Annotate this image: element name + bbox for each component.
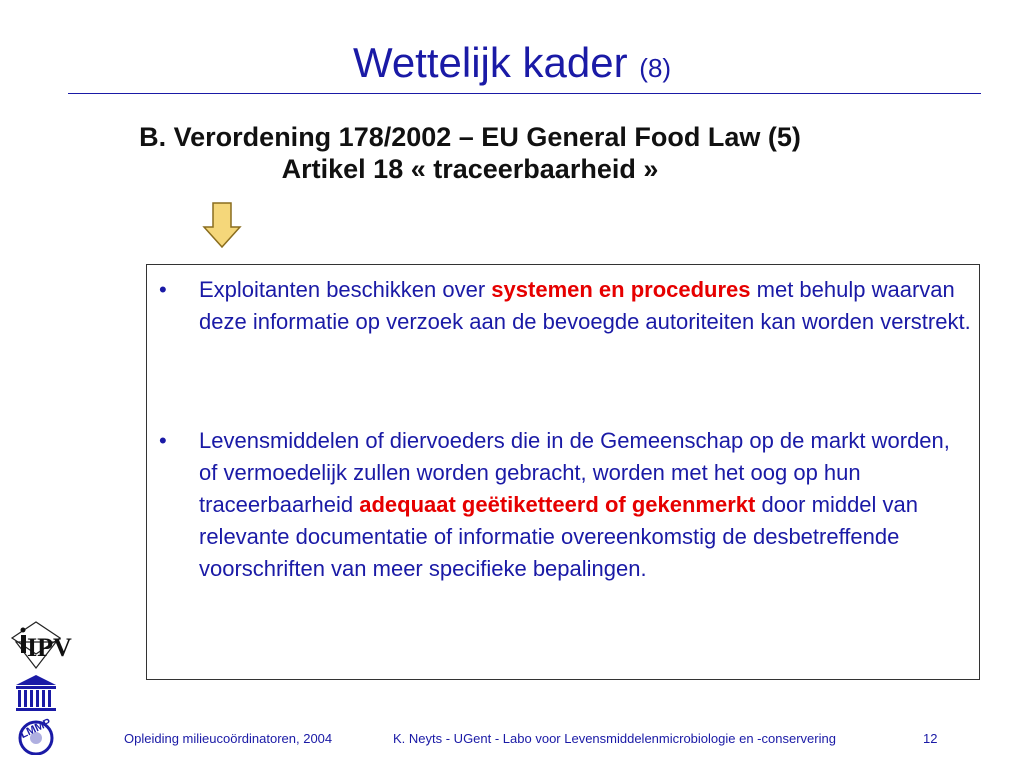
institution-logos [8,620,74,755]
bullet-text-after: door middel van relevante documentatie of informatie overeenkomstig de desbetreffende voorschriften van meer specifieke bepalingen. [199,492,919,581]
bullet-highlight: systemen en procedures [491,277,751,302]
bullet-text-before: Levensmiddelen of diervoeders die in de Gemeenschap op de markt worden, of vermoedelijk zullen worden gebracht, worden met het oog op hun traceerbaarheid [199,428,950,517]
subtitle-line-1: B. Verordening 178/2002 – EU General Food Law (5) [139,122,801,152]
bullet-text [199,274,974,338]
subtitle [0,121,940,185]
bullet-text [199,425,974,585]
bullet-text-before: Exploitanten beschikken over [199,277,492,302]
footer-author: K. Neyts - UGent - Labo voor Levensmiddelenmicrobiologie en -conservering [393,731,836,746]
lmmp-logo-text: LMMP [18,716,54,742]
ipv-logo [12,622,72,668]
bullet-dot: • [159,428,167,453]
slide-title [0,38,1024,93]
page-number: 12 [923,731,938,746]
ipv-logo-text: IPV [27,633,72,662]
subtitle-line-2: Artikel 18 « traceerbaarheid » [281,154,659,184]
bullet-text-after: met behulp waarvan deze informatie op verzoek aan de bevoegde autoriteiten kan worden verstrekt. [199,277,971,334]
footer-course: Opleiding milieucoördinatoren, 2004 [124,731,333,746]
title-text: Wettelijk kader [352,39,628,86]
lmmp-logo [19,716,53,754]
logo-stack [8,620,74,760]
bullet-dot: • [159,277,167,302]
bullet-item [159,425,974,585]
bullet-highlight: adequaat geëtiketteerd of gekenmerkt [359,492,756,517]
title-divider [68,93,981,94]
title-number: (8) [639,53,672,83]
building-icon [16,675,56,711]
content-box [146,264,980,680]
bullet-item [159,274,974,338]
down-arrow-icon [202,202,242,248]
